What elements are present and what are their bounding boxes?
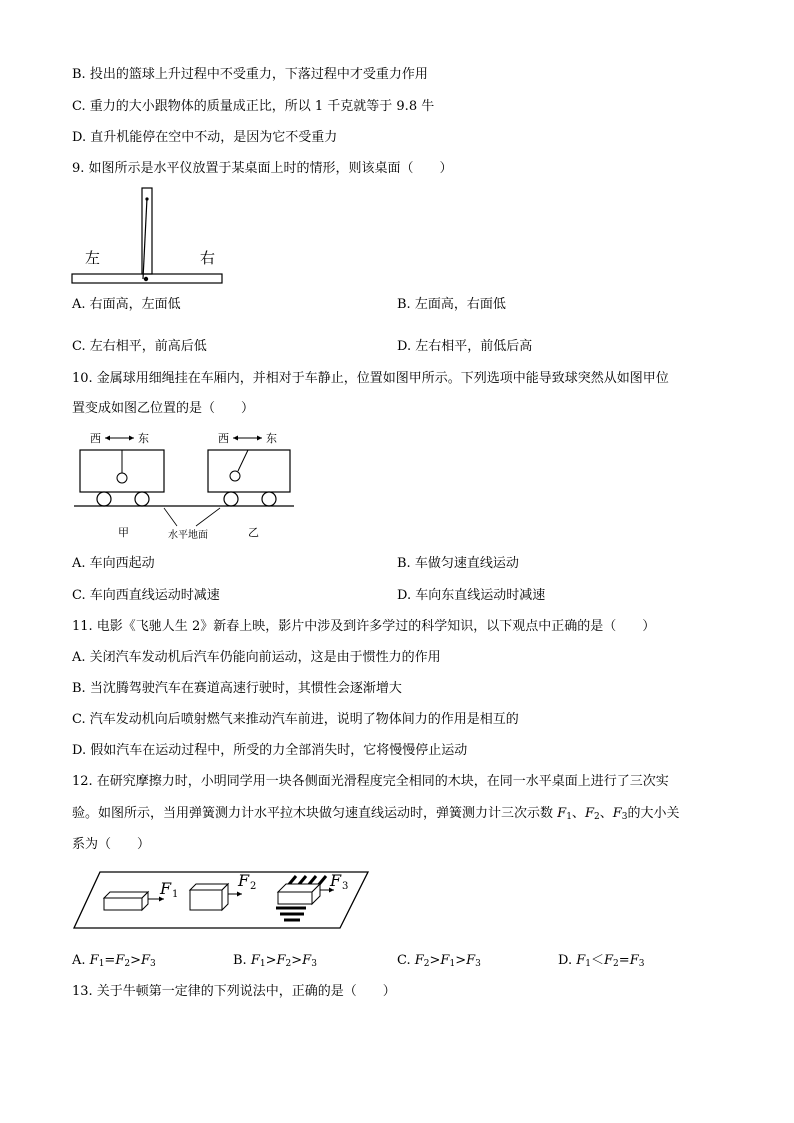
q10-stem-line2: 置变成如图乙位置的是（ ）: [72, 401, 255, 416]
block1-front: [104, 898, 142, 910]
left-label: 左: [85, 249, 101, 267]
plumb-pivot: [145, 197, 148, 200]
q8-option-c: C. 重力的大小跟物体的质量成正比，所以 1 千克就等于 9.8 牛: [72, 99, 435, 114]
q11-option-b: B. 当沈腾驾驶汽车在赛道高速行驶时，其惯性会逐渐增大: [72, 681, 402, 696]
q13-stem: 13. 关于牛顿第一定律的下列说法中，正确的是（ ）: [72, 984, 396, 999]
wheel-yi-right: [262, 492, 276, 506]
plumb-bob: [144, 277, 148, 281]
ball-yi: [230, 471, 240, 481]
q12-stem-line2: 验。如图所示，当用弹簧测力计水平拉木块做匀速直线运动时，弹簧测力计三次示数 $F_1$、$F_2$、$F_3$的大小关: [72, 806, 680, 822]
q12-stem-line1: 12. 在研究摩擦力时，小明同学用一块各侧面光滑程度完全相同的木块，在同一水平桌面上进行了三次实: [72, 774, 669, 789]
ball-jia: [117, 473, 127, 483]
f2-sub: 2: [250, 881, 257, 892]
east-label-yi: 东: [266, 432, 277, 445]
west-label-jia: 西: [90, 432, 101, 445]
q10-option-d: D. 车向东直线运动时减速: [397, 588, 546, 603]
q11-option-c: C. 汽车发动机向后喷射燃气来推动汽车前进，说明了物体间力的作用是相互的: [72, 712, 519, 727]
q12-stem-line3: 系为（ ）: [72, 837, 151, 852]
f3-label: F: [330, 871, 342, 890]
block3-front: [278, 892, 312, 904]
q8-option-b: B. 投出的篮球上升过程中不受重力，下落过程中才受重力作用: [72, 67, 428, 82]
rollers-bottom: [276, 908, 306, 920]
q10-option-c: C. 车向西直线运动时减速: [72, 588, 220, 603]
west-label-yi: 西: [218, 432, 229, 445]
wheel-yi-left: [224, 492, 238, 506]
f3-sub: 3: [342, 881, 349, 892]
right-label: 右: [200, 249, 216, 267]
q9-option-a: A. 右面高，左面低: [72, 297, 181, 312]
plumb-line: [143, 198, 147, 279]
f2-label: F: [238, 871, 250, 890]
wheel-jia-right: [135, 492, 149, 506]
wheel-jia-left: [97, 492, 111, 506]
block2-front: [190, 890, 222, 910]
jia-label: 甲: [118, 526, 129, 539]
level-instrument-figure: [70, 186, 226, 288]
ground-pointer-right: [196, 508, 220, 526]
q10-option-b: B. 车做匀速直线运动: [397, 556, 519, 571]
q12-option-d: D. $F_1<F_2=F_3$: [558, 953, 645, 969]
yi-label: 乙: [248, 526, 259, 539]
q11-option-d: D. 假如汽车在运动过程中，所受的力全部消失时，它将慢慢停止运动: [72, 743, 468, 758]
ground-label: 水平地面: [168, 530, 208, 541]
q10-stem-line1: 10. 金属球用细绳挂在车厢内，并相对于车静止，位置如图甲所示。下列选项中能导致球突然从如图甲位: [72, 371, 669, 386]
q9-option-b: B. 左面高，右面低: [397, 297, 506, 312]
f1-label: F: [160, 879, 172, 898]
carriage-pendulum-figure: [72, 428, 302, 546]
ground-pointer-left: [164, 508, 177, 526]
friction-blocks-figure: [72, 866, 372, 932]
q11-option-a: A. 关闭汽车发动机后汽车仍能向前运动，这是由于惯性力的作用: [72, 650, 441, 665]
q11-stem: 11. 电影《飞驰人生 2》新春上映，影片中涉及到许多学过的科学知识，以下观点中正确的是（ ）: [72, 619, 656, 634]
q12-option-a: A. $F_1=F_2>F_3$: [72, 953, 156, 969]
east-label-jia: 东: [138, 432, 149, 445]
string-yi: [238, 450, 248, 471]
f1-sub: 1: [172, 889, 179, 900]
q9-stem: 9. 如图所示是水平仪放置于某桌面上时的情形，则该桌面（ ）: [72, 161, 453, 176]
q10-option-a: A. 车向西起动: [72, 556, 155, 571]
q9-option-d: D. 左右相平，前低后高: [397, 339, 533, 354]
q9-option-c: C. 左右相平，前高后低: [72, 339, 207, 354]
q12-option-b: B. $F_1>F_2>F_3$: [233, 953, 317, 969]
block1-top: [104, 892, 148, 898]
car-body-yi: [208, 450, 290, 492]
q8-option-d: D. 直升机能停在空中不动，是因为它不受重力: [72, 130, 338, 145]
q12-option-c: C. $F_2>F_1>F_3$: [397, 953, 481, 969]
